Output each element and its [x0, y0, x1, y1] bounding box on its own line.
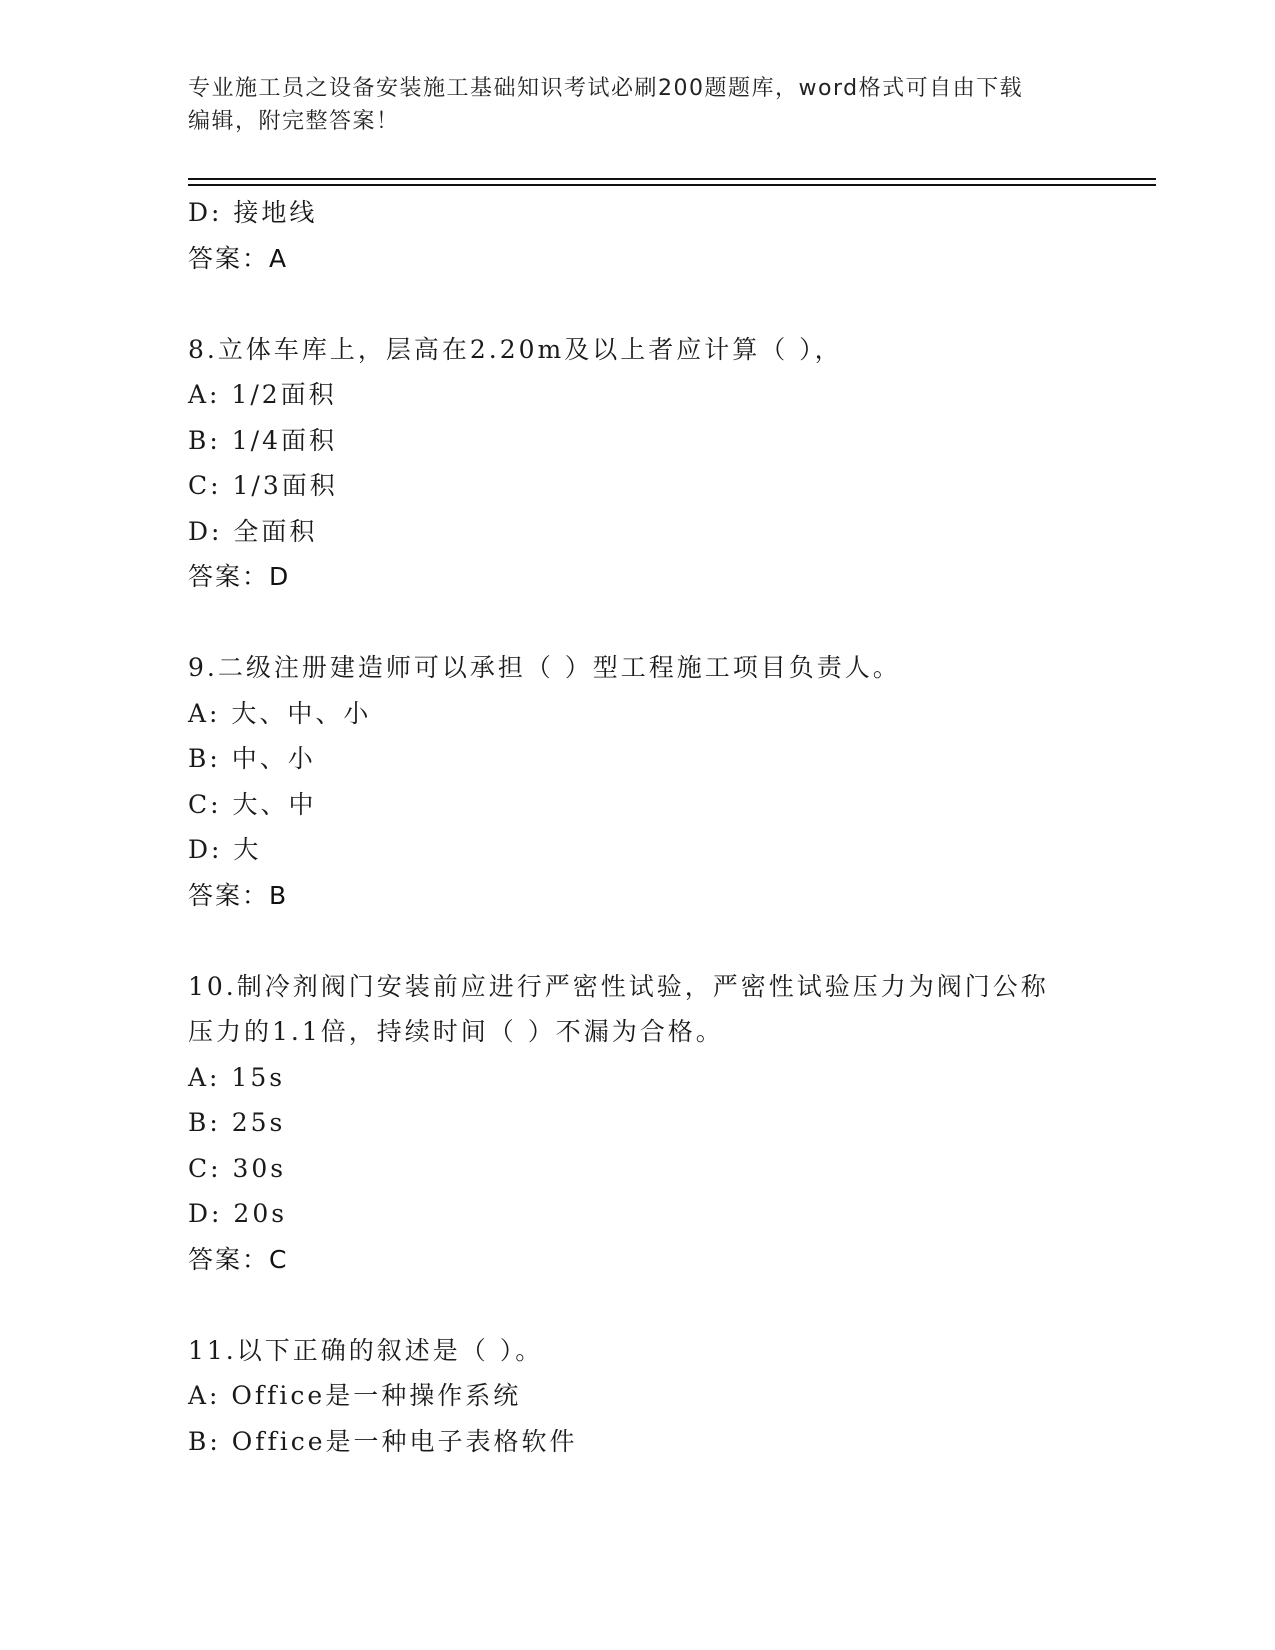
option-c: C: 1/3面积: [188, 471, 338, 500]
option-c: C: 30s: [188, 1153, 287, 1183]
question-stem: 9.二级注册建造师可以承担（ ）型工程施工项目负责人。: [188, 653, 901, 682]
question-item: [188, 1328, 1088, 1465]
document-header: [188, 72, 1088, 138]
question-item: [188, 645, 1088, 918]
option-a: A: 15s: [188, 1062, 286, 1092]
question-stem: 8.立体车库上，层高在2.20m及以上者应计算（ ），: [188, 334, 843, 364]
header-title-line1: 专业施工员之设备安装施工基础知识考试必刷200题题库，word格式可自由下载: [188, 76, 1024, 101]
spacer: [188, 1282, 1088, 1328]
answer-line: 答案：C: [188, 1244, 289, 1274]
option-c: C: 大、中: [188, 789, 317, 819]
option-a: A: 1/2面积: [188, 380, 337, 409]
header-divider-bottom: [188, 184, 1156, 186]
option-d: D: 大: [188, 835, 262, 864]
answer-line: 答案：A: [188, 243, 289, 273]
option-a: A: Office是一种操作系统: [188, 1381, 522, 1410]
option-b: B: Office是一种电子表格软件: [188, 1426, 578, 1456]
question-item: [188, 964, 1088, 1283]
answer-line: 答案：D: [188, 562, 291, 591]
option-d: D: 接地线: [188, 198, 318, 227]
spacer: [188, 918, 1088, 964]
option-a: A: 大、中、小: [188, 698, 372, 728]
question-stem-line2: 压力的1.1倍，持续时间（ ）不漏为合格。: [188, 1017, 724, 1046]
option-b: B: 1/4面积: [188, 425, 337, 455]
header-divider-top: [188, 178, 1156, 180]
option-d: D: 全面积: [188, 516, 318, 546]
option-b: B: 中、小: [188, 744, 316, 773]
spacer: [188, 600, 1088, 646]
question-list: [188, 190, 1088, 1464]
option-d: D: 20s: [188, 1199, 288, 1228]
answer-line: 答案：B: [188, 880, 289, 910]
question-item: [188, 327, 1088, 600]
spacer: [188, 281, 1088, 327]
question-stem-line1: 10.制冷剂阀门安装前应进行严密性试验，严密性试验压力为阀门公称: [188, 971, 1049, 1001]
question-stem: 11.以下正确的叙述是（ ）。: [188, 1335, 544, 1365]
header-title-line2: 编辑，附完整答案！: [188, 109, 400, 134]
option-b: B: 25s: [188, 1108, 286, 1137]
